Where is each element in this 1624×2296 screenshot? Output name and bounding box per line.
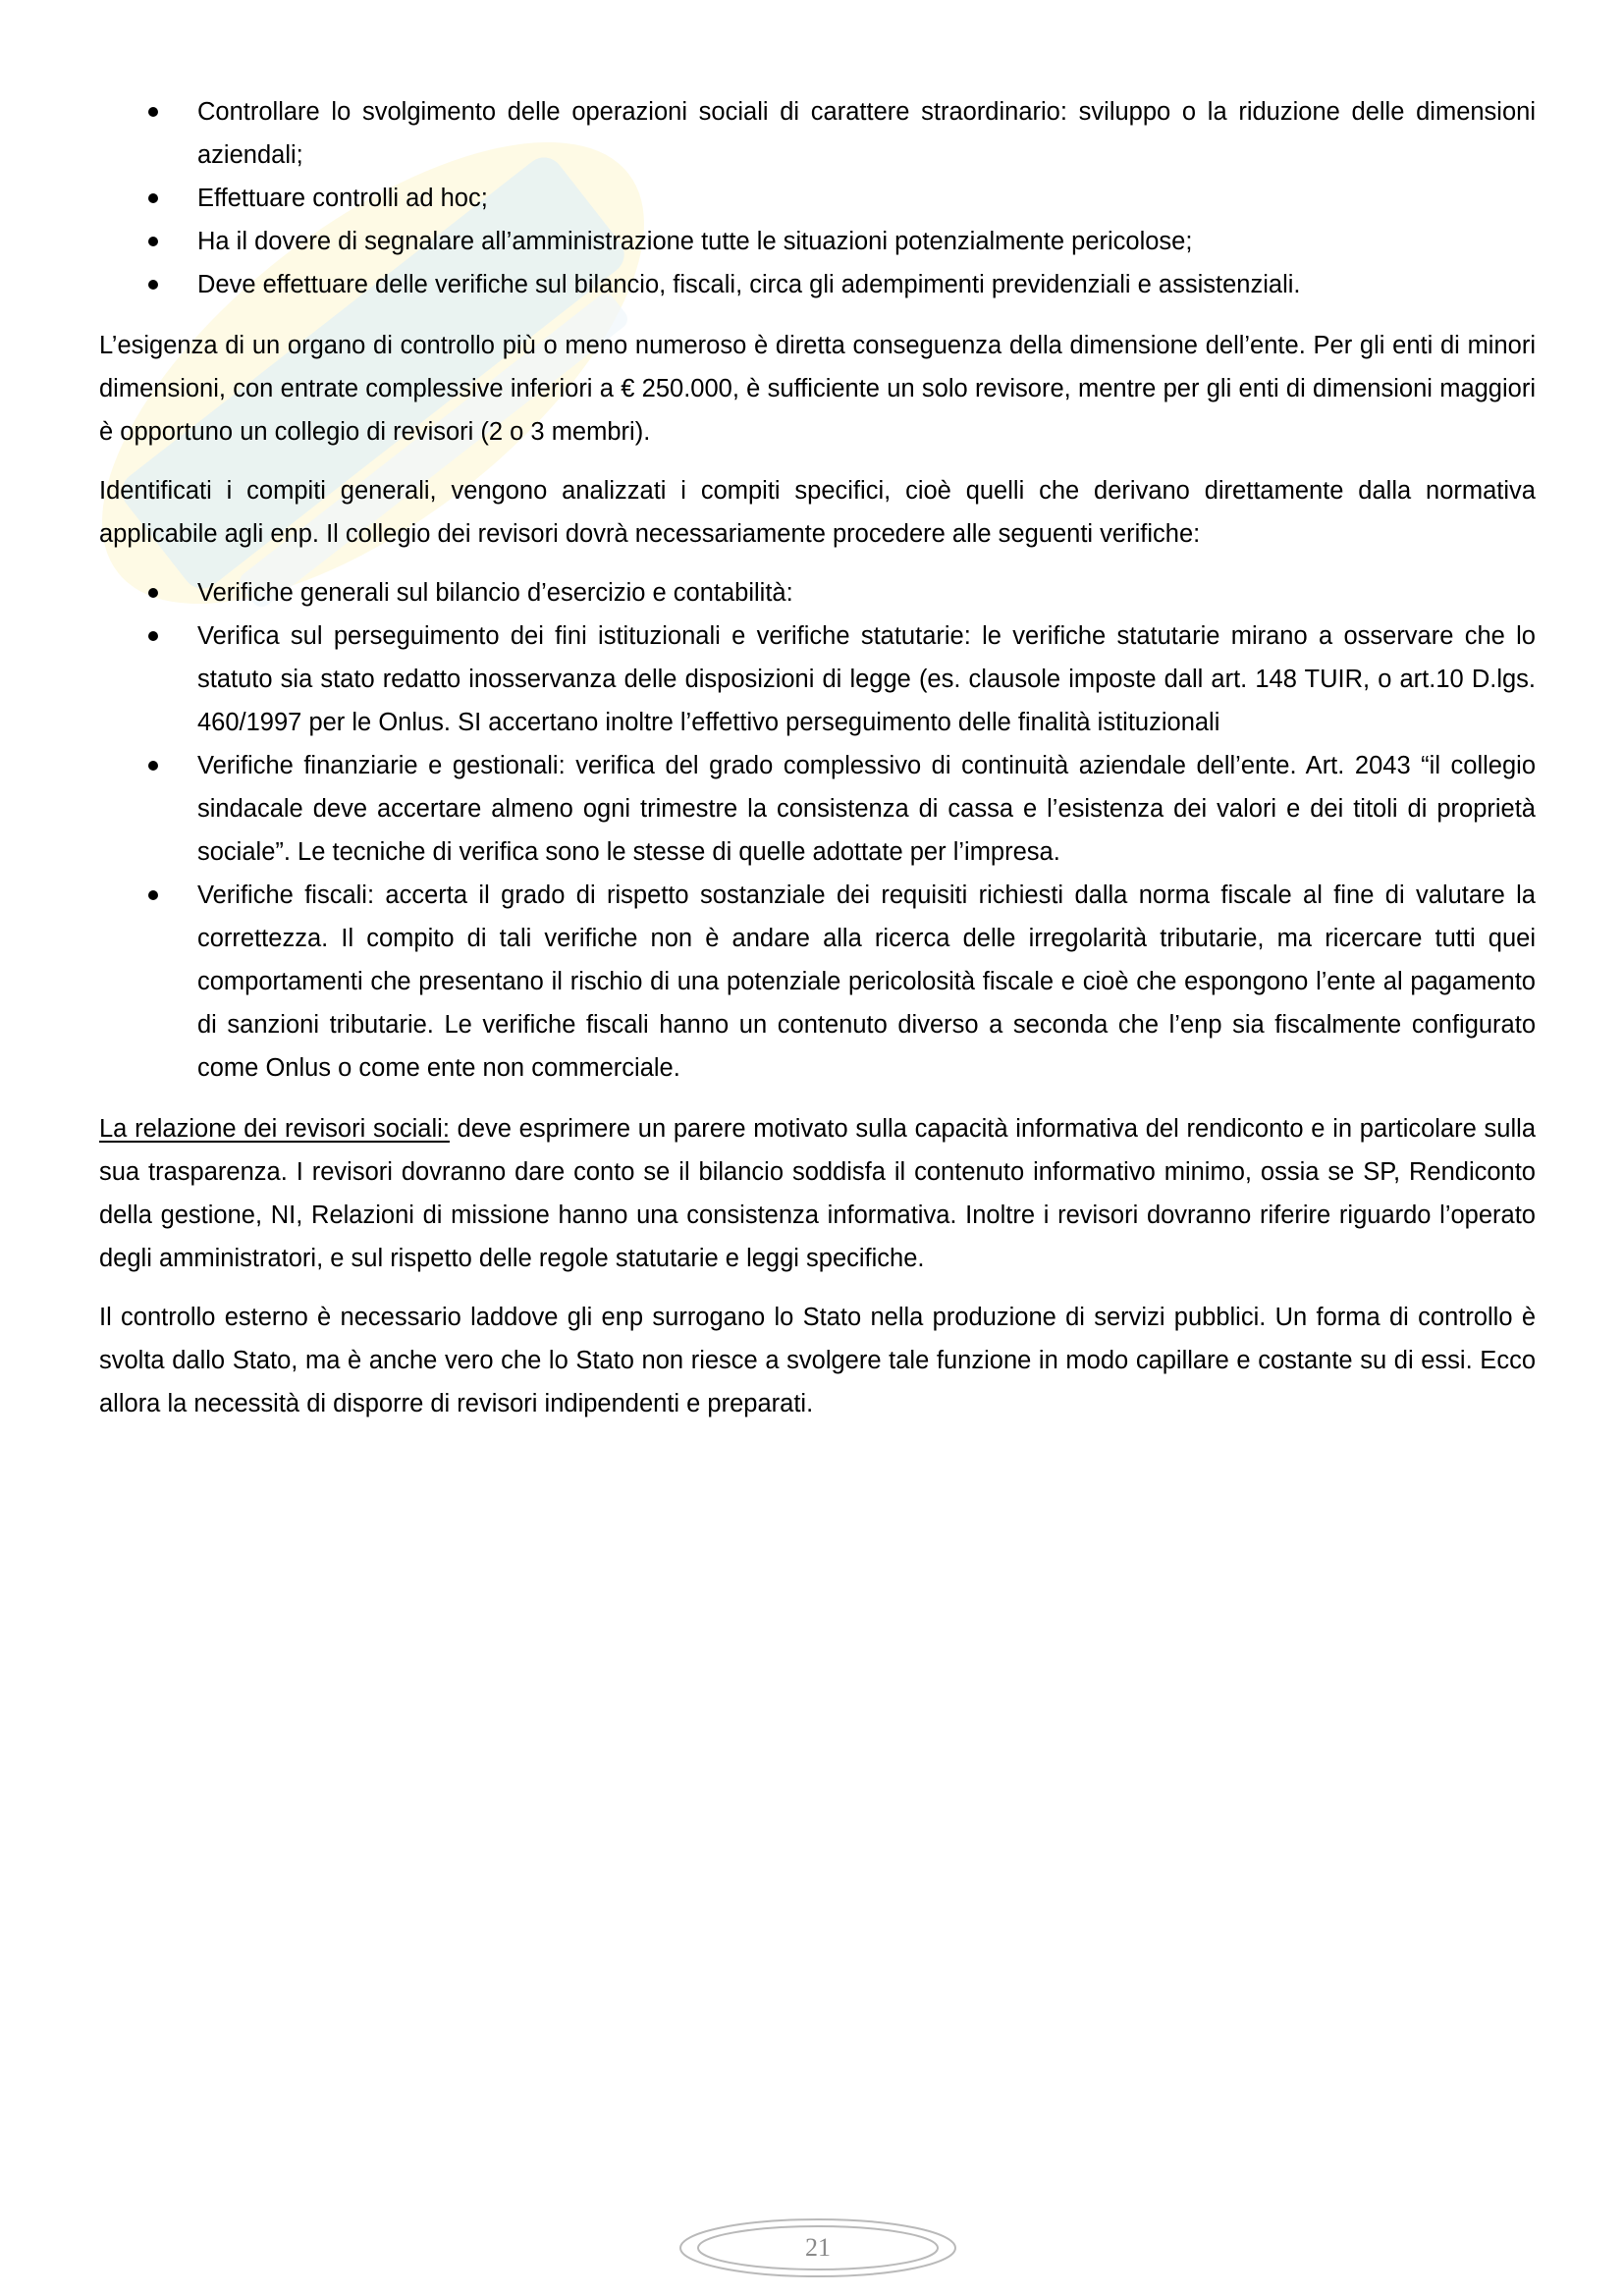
list-item: Verifica sul perseguimento dei fini istituzionali e verifiche statutarie: le verifiche statutarie mirano a osservare che lo statuto sia stato redatto inosservanza delle disposizioni di legge (es. clausole imposte dall art. 148 TUIR, o art.10 D.lgs. 460/1997 per le Onlus. SI accertano inoltre l’effettivo perseguimento delle finalità istituzionali bbox=[99, 614, 1536, 744]
list-item: Controllare lo svolgimento delle operazioni sociali di carattere straordinario: sviluppo o la riduzione delle dimensioni aziendali; bbox=[99, 90, 1536, 177]
list-item: Verifiche fiscali: accerta il grado di rispetto sostanziale dei requisiti richiesti dalla norma fiscale al fine di valutare la correttezza. Il compito di tali verifiche non è andare alla ricerca delle irregolarità tributarie, ma ricercare tutti quei comportamenti che presentano il rischio di una potenziale pericolosità fiscale e cioè che espongono l’ente al pagamento di sanzioni tributarie. Le verifiche fiscali hanno un contenuto diverso a seconda che l’enp sia fiscalmente configurato come Onlus o come ente non commerciale. bbox=[99, 874, 1536, 1090]
document-page bbox=[99, 90, 1536, 1425]
paragraph-compiti-specifici: Identificati i compiti generali, vengono analizzati i compiti specifici, cioè quelli che derivano direttamente dalla normativa applicabile agli enp. Il collegio dei revisori dovrà necessariamente procedere alle seguenti verifiche: bbox=[99, 477, 1536, 548]
list-item: Deve effettuare delle verifiche sul bilancio, fiscali, circa gli adempimenti previdenziali e assistenziali. bbox=[99, 263, 1536, 306]
paragraph-controllo-esterno: Il controllo esterno è necessario laddove gli enp surrogano lo Stato nella produzione di servizi pubblici. Un forma di controllo è svolta dallo Stato, ma è anche vero che lo Stato non riesce a svolgere tale funzione in modo capillare e costante su di essi. Ecco allora la necessità di disporre di revisori indipendenti e preparati. bbox=[99, 1304, 1536, 1417]
list-item: Ha il dovere di segnalare all’amministrazione tutte le situazioni potenzialmente pericolose; bbox=[99, 220, 1536, 263]
page-footer bbox=[677, 2216, 958, 2279]
list-item: Verifiche generali sul bilancio d’esercizio e contabilità: bbox=[99, 571, 1536, 614]
bullet-list-duties bbox=[99, 90, 1536, 306]
bullet-icon bbox=[148, 761, 158, 771]
bullet-icon bbox=[148, 193, 158, 203]
page-number: 21 bbox=[805, 2233, 831, 2262]
bullet-icon bbox=[148, 107, 158, 117]
list-item: Verifiche finanziarie e gestionali: verifica del grado complessivo di continuità aziendale dell’ente. Art. 2043 “il collegio sindacale deve accertare almeno ogni trimestre la consistenza di cassa e l’esistenza dei valori e dei titoli di proprietà sociale”. Le tecniche di verifica sono le stesse di quelle adottate per l’impresa. bbox=[99, 744, 1536, 874]
bullet-list-verifiche bbox=[99, 571, 1536, 1090]
paragraph-organo-controllo: L’esigenza di un organo di controllo più o meno numeroso è diretta conseguenza della dimensione dell’ente. Per gli enti di minori dimensioni, con entrate complessive inferiori a € 250.000, è sufficiente un solo revisore, mentre per gli enti di dimensioni maggiori è opportuno un collegio di revisori (2 o 3 membri). bbox=[99, 332, 1536, 446]
bullet-icon bbox=[148, 280, 158, 290]
paragraph-heading-relazione: La relazione dei revisori sociali: bbox=[99, 1115, 450, 1143]
bullet-icon bbox=[148, 588, 158, 598]
bullet-icon bbox=[148, 631, 158, 641]
bullet-icon bbox=[148, 237, 158, 246]
list-item: Effettuare controlli ad hoc; bbox=[99, 177, 1536, 220]
paragraph-relazione-revisori: La relazione dei revisori sociali: deve esprimere un parere motivato sulla capacità informativa del rendiconto e in particolare sulla sua trasparenza. I revisori dovranno dare conto se il bilancio soddisfa il contenuto informativo minimo, ossia se SP, Rendiconto della gestione, NI, Relazioni di missione hanno una consistenza informativa. Inoltre i revisori dovranno riferire riguardo l’operato degli amministratori, e sul rispetto delle regole statutarie e leggi specifiche. bbox=[99, 1115, 1536, 1272]
bullet-icon bbox=[148, 890, 158, 900]
